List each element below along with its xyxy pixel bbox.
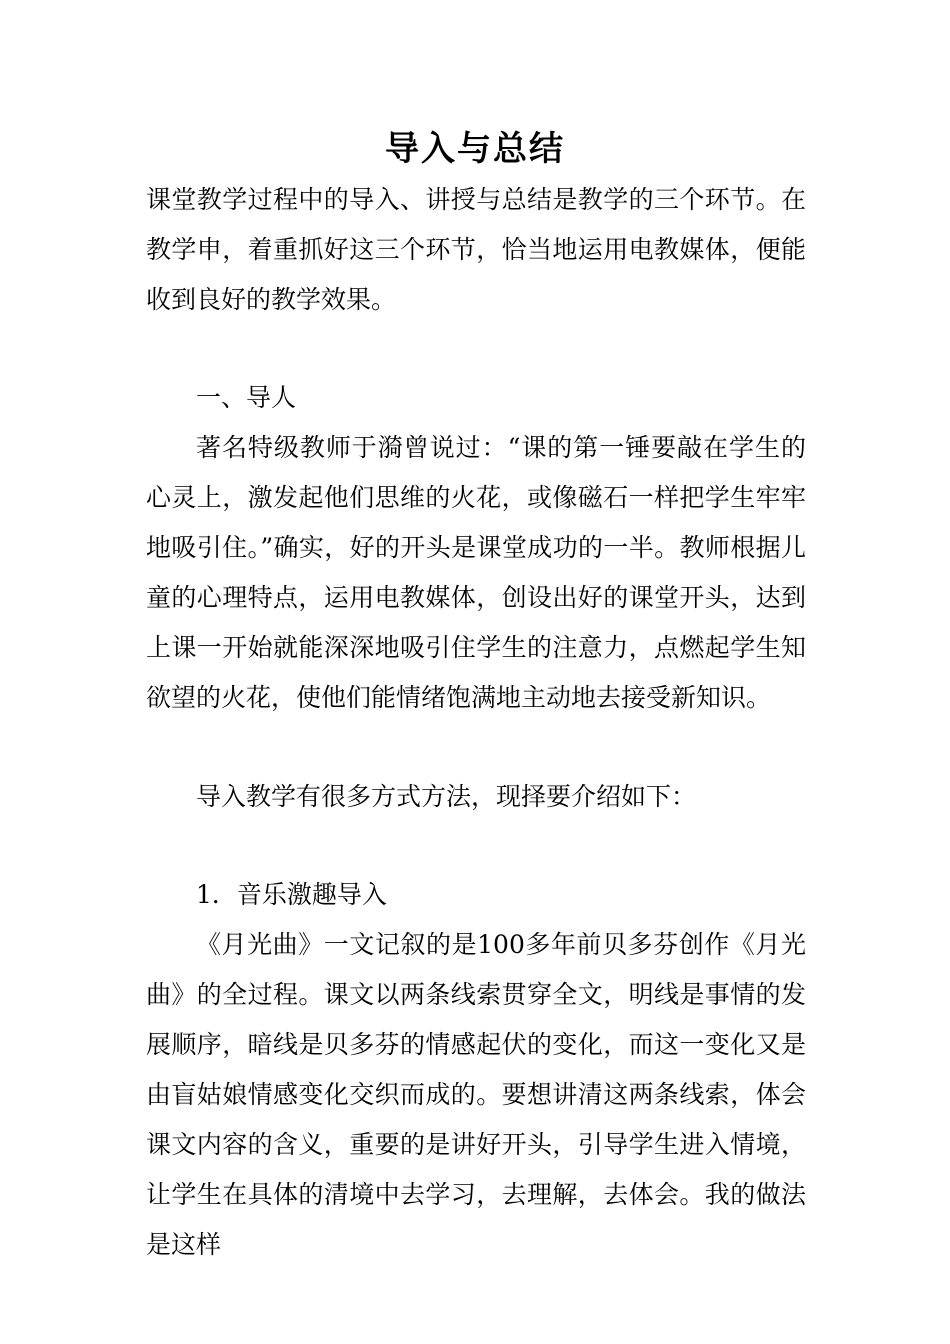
methods-intro: 导入教学有很多方式方法，现择要介绍如下： [196, 782, 697, 811]
section1-heading: 一、导人 [196, 383, 297, 412]
page-title: 导入与总结 [385, 129, 565, 169]
method1-paragraph: 《月光曲》一文记叙的是100多年前贝多芬创作《月光曲》的全过程。课文以两条线索贯穿全文，明线是事情的发展顺序，暗线是贝多芬的情感起伏的变化，而这一变化又是由盲姑娘情感变化交织而成的。要想讲清这两条线索，体会课文内容的含义，重要的是讲好开头，引导学生进入情境，让学生在具体的清境中去学习，去理解，去体会。我的做法是这样 [146, 930, 806, 1259]
method1-heading: 1．音乐激趣导入 [196, 880, 387, 909]
intro-paragraph: 课堂教学过程中的导入、讲授与总结是教学的三个环节。在教学申，着重抓好这三个环节，恰当地运用电教媒体，便能收到良好的教学效果。 [146, 185, 806, 314]
section1-paragraph: 著名特级教师于漪曾说过：“课的第一锤要敲在学生的心灵上，激发起他们思维的火花，或像磁石一样把学生牢牢地吸引住。”确实，好的开头是课堂成功的一半。教师根据儿童的心理特点，运用电教媒体，创设出好的课堂开头，达到上课一开始就能深深地吸引住学生的注意力，点燃起学生知欲望的火花，使他们能情绪饱满地主动地去接受新知识。 [146, 433, 806, 712]
